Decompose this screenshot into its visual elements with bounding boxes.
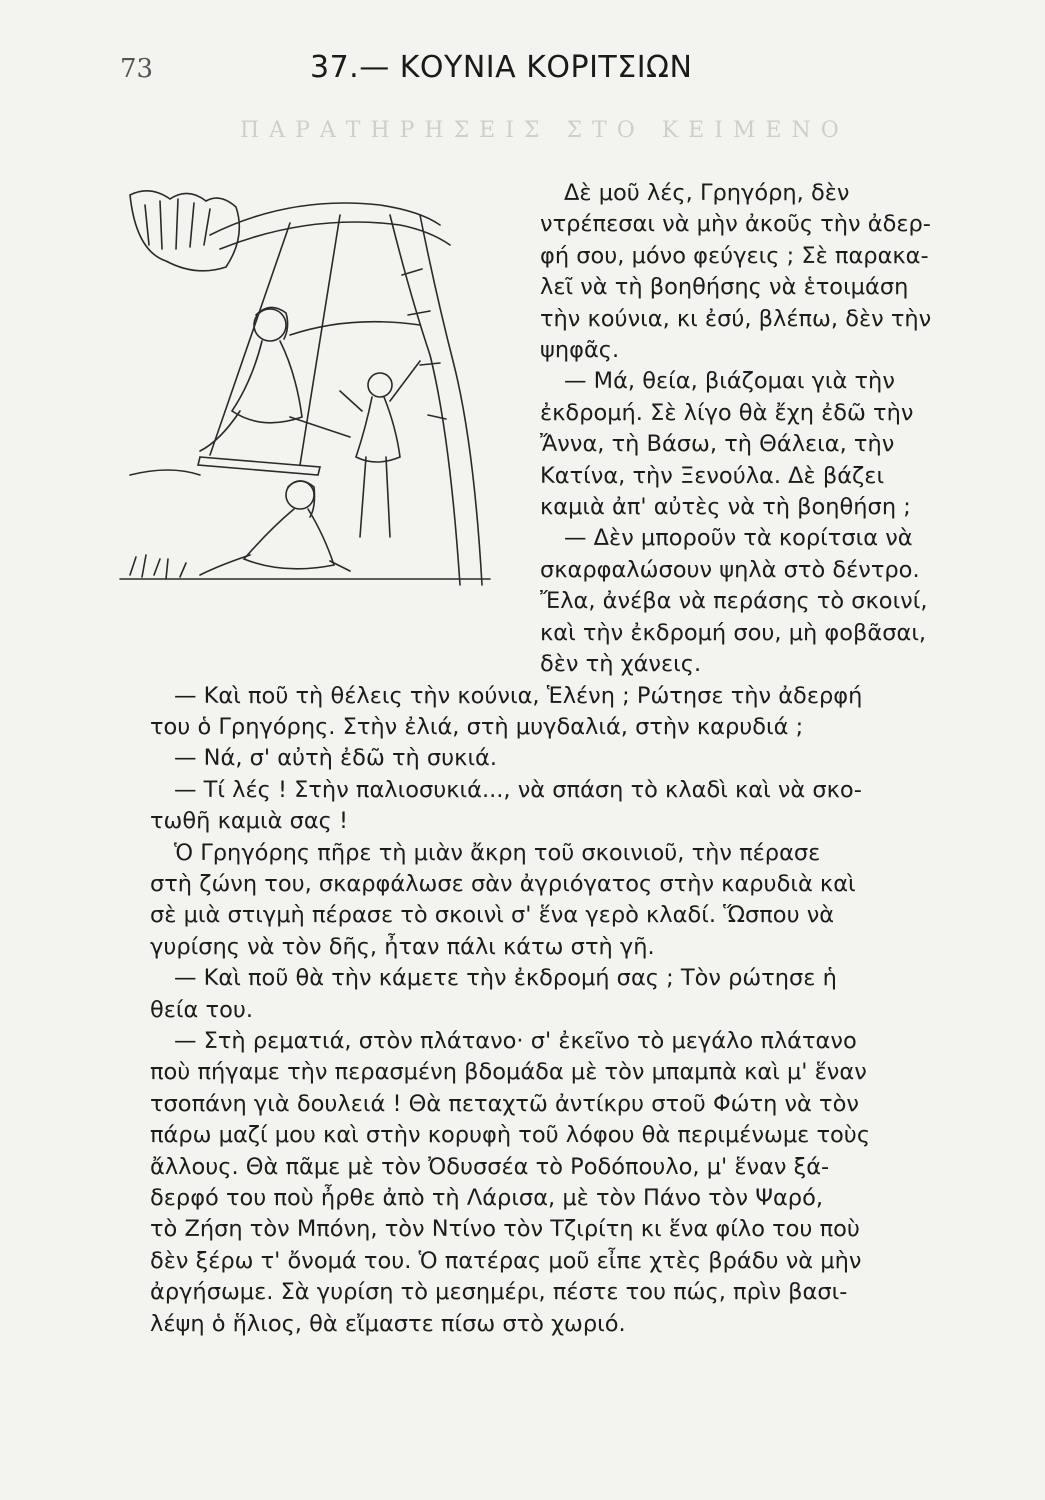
text-line: — Καὶ ποῦ θὰ τὴν κάμετε τὴν ἐκδρομή σας ; Τὸν ρώτησε ἡ	[174, 965, 837, 992]
text-line: Ἄννα, τὴ Βάσω, τὴ Θάλεια, τὴν	[540, 431, 895, 458]
text-line: καμιὰ ἀπ' αὐτὲς νὰ τὴ βοηθήση ;	[540, 494, 911, 521]
text-line: δὲν ξέρω τ' ὄνομά του. Ὁ πατέρας μοῦ εἶπε χτὲς βράδυ νὰ μὴν	[150, 1247, 862, 1274]
text-line: Ὁ Γρηγόρης πῆρε τὴ μιὰν ἄκρη τοῦ σκοινιοῦ, τὴν πέρασε	[174, 839, 821, 866]
narrow-column-text	[150, 178, 940, 681]
text-line: — Στὴ ρεματιά, στὸν πλάτανο· σ' ἐκεῖνο τὸ μεγάλο πλάτανο	[174, 1027, 857, 1054]
text-line: καὶ τὴν ἐκδρομή σου, μὴ φοβᾶσαι,	[540, 619, 927, 646]
text-line: θεία του.	[150, 996, 254, 1023]
text-line: λεῖ νὰ τὴ βοηθήσης νὰ ἑτοιμάση	[540, 274, 909, 301]
text-line: ψηφᾶς.	[540, 337, 620, 364]
text-line: φή σου, μόνο φεύγεις ; Σὲ παρακα-	[540, 242, 929, 269]
text-line: Δὲ μοῦ λές, Γρηγόρη, δὲν	[564, 180, 850, 206]
text-line: πάρω μαζί μου καὶ στὴν κορυφὴ τοῦ λόφου θὰ περιμένωμε τοὺς	[150, 1122, 871, 1149]
text-line: — Μά, θεία, βιάζομαι γιὰ τὴν	[564, 368, 895, 395]
text-line: — Καὶ ποῦ τὴ θέλεις τὴν κούνια, Ἑλένη ; Ρώτησε τὴν ἀδερφή	[174, 682, 863, 709]
text-line: στὴ ζώνη του, σκαρφάλωσε σὰν ἀγριόγατος στὴν καρυδιὰ καὶ	[150, 870, 856, 897]
text-line: γυρίσης νὰ τὸν δῆς, ἦταν πάλι κάτω στὴ γῆ.	[150, 933, 655, 960]
text-line: τὴν κούνια, κι ἐσύ, βλέπω, δὲν τὴν	[540, 305, 932, 332]
text-line: τωθῆ καμιὰ σας !	[150, 808, 349, 835]
text-line: — Δὲν μποροῦν τὰ κορίτσια νὰ	[564, 525, 913, 552]
bleed-through-heading: ΠΑΡΑΤΗΡΗΣΕΙΣ ΣΤΟ ΚΕΙΜΕΝΟ	[240, 118, 849, 143]
text-line: σὲ μιὰ στιγμὴ πέρασε τὸ σκοινὶ σ' ἕνα γερὸ κλαδί. Ὥσπου νὰ	[150, 902, 835, 929]
chapter-title: 37.— ΚΟΥΝΙΑ ΚΟΡΙΤΣΙΩΝ	[310, 50, 693, 85]
text-line: Ἔλα, ἀνέβα νὰ περάσης τὸ σκοινί,	[540, 588, 928, 615]
story-text	[150, 178, 940, 1340]
text-line: του ὁ Γρηγόρης. Στὴν ἐλιά, στὴ μυγδαλιά, στὴν καρυδιά ;	[150, 713, 804, 740]
text-line: σκαρφαλώσουν ψηλὰ στὸ δέντρο.	[540, 556, 920, 583]
text-line: τὸ Ζήση τὸν Μπόνη, τὸν Ντίνο τὸν Τζιρίτη κι ἕνα φίλο του ποὺ	[150, 1216, 860, 1243]
text-line: ἐκδρομή. Σὲ λίγο θὰ ἔχη ἐδῶ τὴν	[540, 399, 914, 426]
text-line: — Νά, σ' αὐτὴ ἐδῶ τὴ συκιά.	[174, 745, 498, 772]
text-line: ἀργήσωμε. Σὰ γυρίση τὸ μεσημέρι, πέστε του πώς, πρὶν βασι-	[150, 1279, 848, 1306]
text-line: τσοπάνη γιὰ δουλειά ! Θὰ πεταχτῶ ἀντίκρυ στοῦ Φώτη νὰ τὸν	[150, 1090, 859, 1117]
text-line: ποὺ πήγαμε τὴν περασμένη βδομάδα μὲ τὸν μπαμπὰ καὶ μ' ἕναν	[150, 1059, 867, 1086]
text-line: — Τί λές ! Στὴν παλιοσυκιά..., νὰ σπάση τὸ κλαδὶ καὶ νὰ σκο-	[174, 776, 862, 803]
page-number: 73	[120, 54, 154, 84]
text-line: λέψη ὁ ἥλιος, θὰ εἴμαστε πίσω στὸ χωριό.	[150, 1310, 626, 1337]
text-line: δερφό του ποὺ ἦρθε ἀπὸ τὴ Λάρισα, μὲ τὸν Πάνο τὸν Ψαρό,	[150, 1185, 824, 1211]
text-line: ντρέπεσαι νὰ μὴν ἀκοῦς τὴν ἀδερ-	[540, 211, 931, 238]
text-line: Κατίνα, τὴν Ξενούλα. Δὲ βάζει	[540, 462, 885, 489]
text-line: ἄλλους. Θὰ πᾶμε μὲ τὸν Ὀδυσσέα τὸ Ροδόπουλο, μ' ἕναν ξά-	[150, 1153, 830, 1180]
text-line: δὲν τὴ χάνεις.	[540, 651, 702, 678]
full-width-text	[150, 681, 940, 1341]
